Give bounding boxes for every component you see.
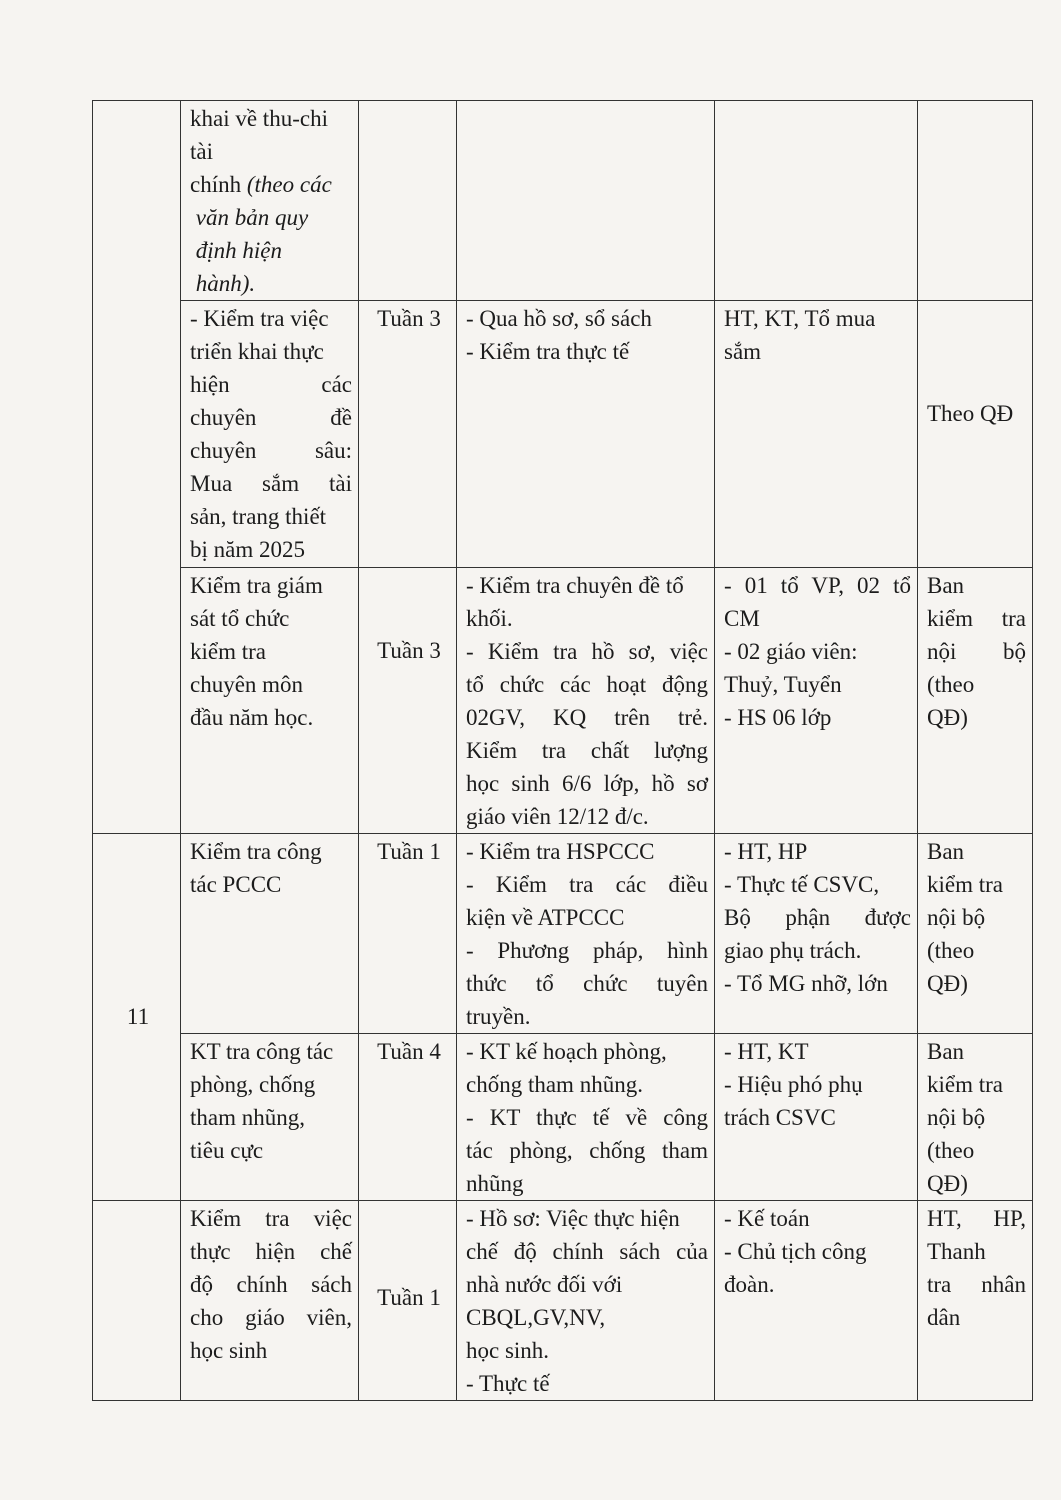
content-cell: KT tra công tác phòng, chống tham nhũng, tiêu cực	[181, 1034, 359, 1201]
table-row	[93, 568, 1033, 834]
note-cell: Ban kiểm tra nội bộ (theo QĐ)	[918, 568, 1033, 834]
stt-cell	[93, 1201, 181, 1401]
method-cell: - Kiểm tra chuyên đề tổ khối. - Kiểm tra hồ sơ, việc tổ chức các hoạt động 02GV, KQ trên trẻ. Kiểm tra chất lượng học sinh 6/6 lớp, hồ sơ giáo viên 12/12 đ/c.	[457, 568, 715, 834]
table-row	[93, 101, 1033, 301]
time-cell: Tuần 3	[359, 301, 457, 568]
time-cell: Tuần 1	[359, 1201, 457, 1401]
content-cell: - Kiểm tra việc triển khai thực hiện các chuyên đề chuyên sâu: Mua sắm tài sản, trang thiết bị năm 2025	[181, 301, 359, 568]
note-cell: Theo QĐ	[918, 301, 1033, 568]
content-cell: Kiểm tra việc thực hiện chế độ chính sách cho giáo viên, học sinh	[181, 1201, 359, 1401]
note-cell: Ban kiểm tra nội bộ (theo QĐ)	[918, 834, 1033, 1034]
table-row	[93, 1034, 1033, 1201]
table-row	[93, 834, 1033, 1034]
table-row	[93, 1201, 1033, 1401]
content-cell: khai về thu-chi tài chính (theo các văn bản quy định hiện hành).	[181, 101, 359, 301]
method-cell: - Kiểm tra HSPCCC - Kiểm tra các điều kiện về ATPCCC - Phương pháp, hình thức tổ chức tuyên truyền.	[457, 834, 715, 1034]
method-cell: - Hồ sơ: Việc thực hiện chế độ chính sách của nhà nước đối với CBQL,GV,NV, học sinh. - Thực tế	[457, 1201, 715, 1401]
time-cell: Tuần 3	[359, 568, 457, 834]
method-cell: - Qua hồ sơ, sổ sách - Kiểm tra thực tế	[457, 301, 715, 568]
content-italic-note: (theo các	[246, 172, 332, 197]
table-row	[93, 301, 1033, 568]
content-cell: Kiểm tra giám sát tổ chức kiểm tra chuyên môn đầu năm học.	[181, 568, 359, 834]
time-cell: Tuần 4	[359, 1034, 457, 1201]
people-cell: - HT, KT - Hiệu phó phụ trách CSVC	[715, 1034, 918, 1201]
content-cell: Kiểm tra công tác PCCC	[181, 834, 359, 1034]
stt-cell: 11	[93, 834, 181, 1201]
time-cell: Tuần 1	[359, 834, 457, 1034]
method-cell	[457, 101, 715, 301]
people-cell: - HT, HP - Thực tế CSVC, Bộ phận được giao phụ trách. - Tổ MG nhỡ, lớn	[715, 834, 918, 1034]
stt-cell	[93, 101, 181, 834]
note-cell: HT, HP, Thanh tra nhân dân	[918, 1201, 1033, 1401]
inspection-plan-table	[92, 100, 1033, 1401]
people-cell: - Kế toán - Chủ tịch công đoàn.	[715, 1201, 918, 1401]
people-cell: HT, KT, Tổ mua sắm	[715, 301, 918, 568]
note-cell	[918, 101, 1033, 301]
method-cell: - KT kế hoạch phòng, chống tham nhũng. - KT thực tế về công tác phòng, chống tham nhũng	[457, 1034, 715, 1201]
people-cell: - 01 tổ VP, 02 tổ CM - 02 giáo viên: Thuỷ, Tuyển - HS 06 lớp	[715, 568, 918, 834]
note-cell: Ban kiểm tra nội bộ (theo QĐ)	[918, 1034, 1033, 1201]
people-cell	[715, 101, 918, 301]
time-cell	[359, 101, 457, 301]
